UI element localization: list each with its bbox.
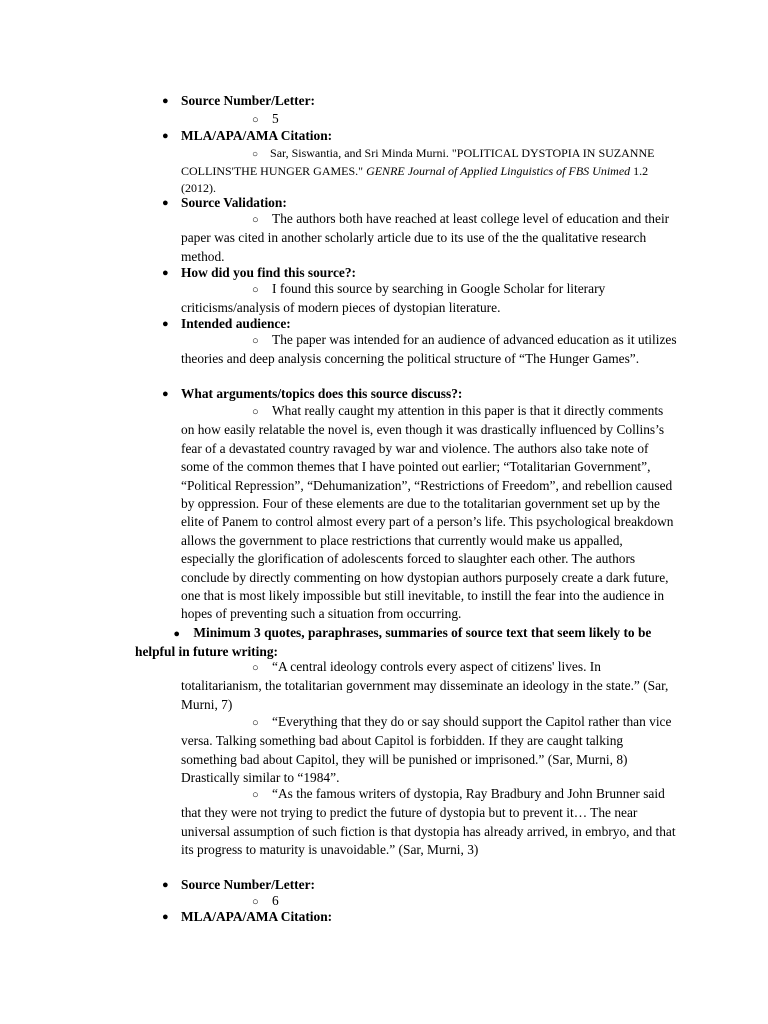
bullet-icon: ● [162,267,169,279]
quote-item: ○ “A central ideology controls every aspect of citizens' lives. In totalitarianism, the totalitarian government may disseminate an ideology in the state.” (Sar, Murni, 7) [181,659,669,712]
quotes-heading: ● Minimum 3 quotes, paraphrases, summaries of source text that seem likely to be helpful in future writing: [135,625,652,660]
audience-text: ○ The paper was intended for an audience of advanced education as it utilizes theories and deep analysis concerning the political structure of “The Hunger Games”. [181,332,677,367]
hollow-bullet-icon: ○ [252,149,259,160]
bullet-icon: ● [162,95,169,107]
citation-text: ○ Sar, Siswantia, and Sri Minda Murni. "POLITICAL DYSTOPIA IN SUZANNE COLLINS'THE HUNGER GAMES." GENRE Journal of Applied Linguistics of FBS Unimed 1.2 (2012). [181,146,655,195]
quote-item: ○ “As the famous writers of dystopia, Ray Bradbury and John Brunner said that they were not trying to predict the future of dystopia but to prevent it… The near universal assumption of such fiction is that dystopia has already arrived, in embryo, and that its progress to maturity is unavoidable.” (Sar, Murni, 3) [181,786,676,858]
hollow-bullet-icon: ○ [252,214,259,226]
source-number-value: ○ 6 [252,893,279,908]
validation-text: ○ The authors both have reached at least college level of education and their paper was cited in another scholarly article due to its use of the the qualitative research method. [181,211,670,264]
hollow-bullet-icon: ○ [252,896,259,908]
bullet-icon: ● [162,130,169,142]
bullet-icon: ● [162,318,169,330]
bullet-icon: ● [162,197,169,209]
hollow-bullet-icon: ○ [252,284,259,296]
hollow-bullet-icon: ○ [252,114,259,126]
source-number-value: ○ 5 [252,111,279,126]
bullet-icon: ● [173,628,180,640]
arguments-text: ○ What really caught my attention in this paper is that it directly comments on how easily relatable the novel is, even though it was drastically influenced by Collins’s fear of a devastated country ravaged by war and violence. The authors also take note of some of the common themes that I have pointed out earlier; “Totalitarian Government”, “Political Repression”, “Dehumanization”, “Restrictions of Freedom”, and rebellion caused by oppression. Four of these elements are due to the totalitarian government set up by the elite of Panem to control almost every part of a person’s life. This psychological breakdown allows the government to place restrictions that currently would make us appalled, especially the glorification of adolescents forced to slaughter each other. The authors conclude by directly commenting on how dystopian authors purposely create a dark future, one that is most likely impossible but still inevitable, to instill the fear into the audience in hopes of preventing such a situation from occurring. [181,403,674,622]
find-source-text: ○ I found this source by searching in Google Scholar for literary criticisms/analysis of modern pieces of dystopian literature. [181,281,606,316]
bullet-icon: ● [162,388,169,400]
hollow-bullet-icon: ○ [252,717,259,729]
hollow-bullet-icon: ○ [252,335,259,347]
hollow-bullet-icon: ○ [252,789,259,801]
document-page: ● Source Number/Letter: ○ 5 ● MLA/APA/AMA Citation: ○ Sar, Siswantia, and Sri Minda Murni. "POLITICAL DYSTOPIA IN SUZANNE COLLINS'THE HUNGER GAMES." GENRE Journal of Applied Linguistics of FBS Unimed 1.2 (2012). ● Source Validation: ○ The authors both have reached at least college level of education and their paper was cited in another scholarly article due to its use of the the qualitative research method. ● How did you find this source?: ○ I found this source by searching in Google Scholar for literary criticisms/analysis of modern pieces of dystopian literature. ● Intended audience: ○ The paper was intended for an audience of advanced education as it utilizes theories and deep analysis concerning the political structure of “The Hunger Games”. ● What arguments/topics does this source discuss?: ○ What really caught my attention in this paper is that it directly comments on how easily relatable the novel is, even though it was drastically influenced by Collins’s fear of a devastated country ravaged by war and violence. The authors also take note of some of the common themes that I have pointed out earlier; “Totalitarian Government”, “Political Repression”, “Dehumanization”, “Restrictions of Freedom”, and rebellion caused by oppression. Four of these elements are due to the totalitarian government set up by the elite of Panem to control almost every part of a person’s life. This psychological breakdown allows the government to place restrictions that currently would make us appalled, especially the glorification of adolescents forced to slaughter each other. The authors conclude by directly commenting on how dystopian authors purposely create a dark future, one that is most likely impossible but still inevitable, to instill the fear into the audience in hopes of preventing such a situation from occurring. ● Minimum 3 quotes, paraphrases, summaries of source text that seem likely to be helpful in future writing: ○ “A central ideology controls every aspect of citizens' lives. In totalitarianism, the totalitarian government may disseminate an ideology in the state.” (Sar, Murni, 7) ○ “Everything that they do or say should support the Capitol rather than vice versa. Talking something bad about Capitol is forbidden. If they are caught talking something bad about Capitol, they will be punished or imprisoned.” (Sar, Murni, 8) Drastically similar to “1984”. ○ “As the famous writers of dystopia, Ray Bradbury and John Brunner said that they were not trying to predict the future of dystopia but to prevent it… The near universal assumption of such fiction is that dystopia has already arrived, in embryo, and that its progress to maturity is unavoidable.” (Sar, Murni, 3) ● Source Number/Letter: ○ 6 ● MLA/APA/AMA Citation: [0,0,768,1024]
hollow-bullet-icon: ○ [252,662,259,674]
bullet-icon: ● [162,879,169,891]
quote-item: ○ “Everything that they do or say should support the Capitol rather than vice versa. Talking something bad about Capitol is forbidden. If they are caught talking something bad about Capitol, they will be punished or imprisoned.” (Sar, Murni, 8) Drastically similar to “1984”. [181,714,672,786]
bullet-icon: ● [162,911,169,923]
hollow-bullet-icon: ○ [252,406,259,418]
